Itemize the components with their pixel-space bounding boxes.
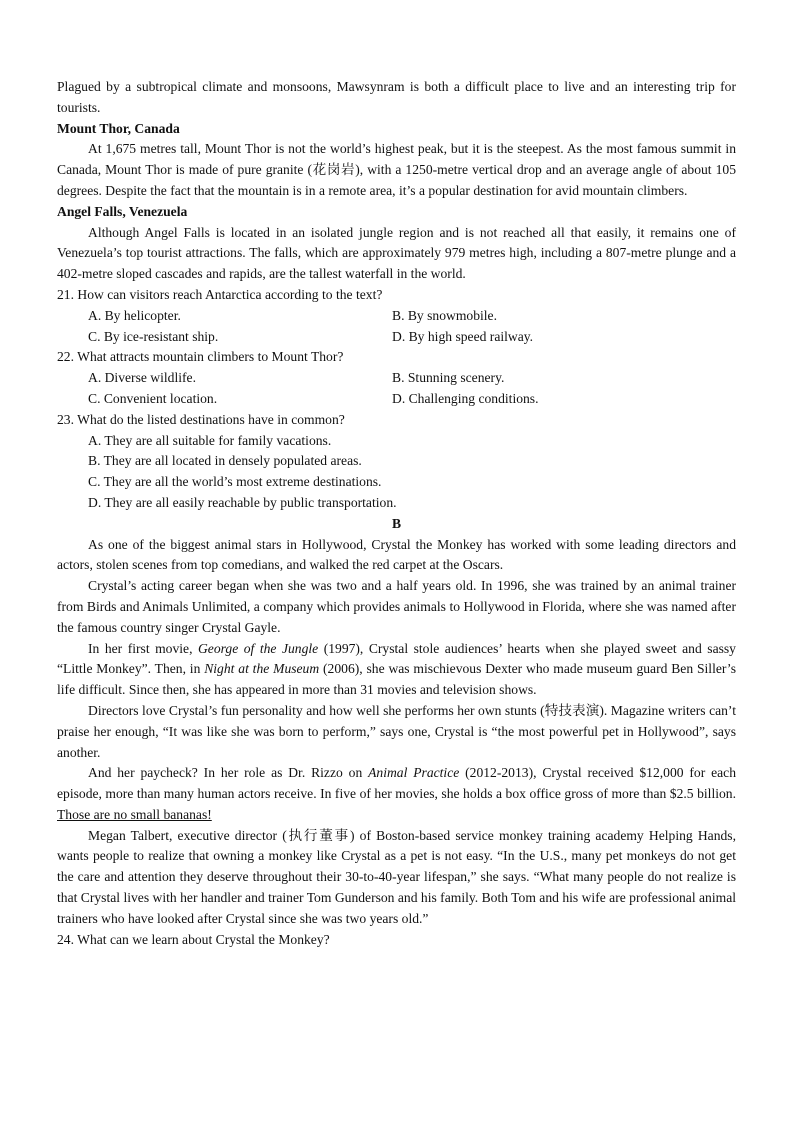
crystal-paragraph-4: Directors love Crystal’s fun personality and how well she performs her own stunts (特技表演). Magazine writers can’t praise her enough, “It was like she was born to perform,” says one, Crystal is “the most powerful pet in Hollywood”, says another. xyxy=(57,702,736,760)
mount-thor-heading: Mount Thor, Canada xyxy=(57,120,180,136)
question-21-stem: 21. How can visitors reach Antarctica according to the text? xyxy=(57,286,383,302)
q22-option-a: A. Diverse wildlife. xyxy=(88,370,196,386)
question-22-options xyxy=(57,368,736,410)
q23-option-c: C. They are all the world’s most extreme destinations. xyxy=(88,474,382,490)
p5-text-a: And her paycheck? In her role as Dr. Rizzo on xyxy=(88,765,369,781)
crystal-paragraph-1: As one of the biggest animal stars in Hollywood, Crystal the Monkey has worked with some leading directors and actors, stolen scenes from top comedians, and walked the red carpet at the Oscars. xyxy=(57,536,736,573)
angel-falls-paragraph: Although Angel Falls is located in an isolated jungle region and is not reached all that easily, it remains one of Venezuela’s top tourist attractions. The falls, which are approximately 979 metres high, including a 807-metre plunge and a 402-metre sloped cascades and rapids, are the tallest waterfall in the world. xyxy=(57,224,736,282)
p3-text-c: (2006), she was mischievous Dexter who made museum guard Ben Siller’s life difficult. Since then, she has appeared in more than 31 movies and television shows. xyxy=(57,661,736,698)
crystal-paragraph-6: Megan Talbert, executive director (执行董事) of Boston-based service monkey training academy Helping Hands, wants people to realize that owning a monkey like Crystal as a pet is not easy. “In the U.S., many pet monkeys do not get the care and attention they deserve throughout their 30-to-40-year lifespan,” she says. “What many people do not realize is that Crystal lives with her handler and trainer Tom Gunderson and his family. Both Tom and his wife are professional animal trainers who have looked after Crystal since she was two years old.” xyxy=(57,827,736,926)
p3-text-a: In her first movie, xyxy=(88,640,198,656)
q23-option-a: A. They are all suitable for family vacations. xyxy=(88,432,332,448)
crystal-paragraph-5 xyxy=(57,763,736,825)
mount-thor-paragraph: At 1,675 metres tall, Mount Thor is not the world’s highest peak, but it is the steepest. As the most famous summit in Canada, Mount Thor is made of pure granite (花岗岩), with a 1250-metre vertical drop and an average angle of about 105 degrees. Despite the fact that the mountain is in a remote area, it’s a popular destination for avid mountain climbers. xyxy=(57,141,736,198)
section-b-letter: B xyxy=(391,515,402,531)
angel-falls-heading: Angel Falls, Venezuela xyxy=(57,203,188,219)
underlined-phrase: Those are no small bananas! xyxy=(57,806,212,822)
q23-option-d: D. They are all easily reachable by public transportation. xyxy=(88,494,397,510)
q21-option-d: D. By high speed railway. xyxy=(392,328,534,344)
q21-option-b: B. By snowmobile. xyxy=(392,307,497,323)
question-23-options xyxy=(57,431,736,514)
question-21-options xyxy=(57,306,736,348)
crystal-paragraph-3 xyxy=(57,639,736,701)
exam-page xyxy=(57,77,736,950)
film-title-night-museum: Night at the Museum xyxy=(204,661,320,677)
mawsynram-paragraph-end: Plagued by a subtropical climate and monsoons, Mawsynram is both a difficult place to live and an interesting trip for tourists. xyxy=(57,79,736,115)
p5-text-b: (2012-2013), Crystal received $12,000 for each episode, more than many human actors receive. In five of her movies, she holds a box office gross of more than $2.5 billion. xyxy=(57,765,736,802)
crystal-paragraph-2: Crystal’s acting career began when she was two and a half years old. In 1996, she was trained by an animal trainer from Birds and Animals Unlimited, a company which provides animals to Hollywood in Florida, where she was named after the famous country singer Crystal Gayle. xyxy=(57,578,736,635)
show-title-animal-practice: Animal Practice xyxy=(368,765,460,781)
q22-option-d: D. Challenging conditions. xyxy=(392,390,539,406)
question-23-stem: 23. What do the listed destinations have in common? xyxy=(57,411,345,427)
q22-option-b: B. Stunning scenery. xyxy=(392,370,505,386)
p3-text-b: (1997), Crystal stole audiences’ hearts when she played sweet and sassy “Little Monkey”. Then, in xyxy=(57,640,736,677)
q22-option-c: C. Convenient location. xyxy=(88,390,218,406)
question-22-stem: 22. What attracts mountain climbers to Mount Thor? xyxy=(57,349,344,365)
q21-option-c: C. By ice-resistant ship. xyxy=(88,328,219,344)
q23-option-b: B. They are all located in densely populated areas. xyxy=(88,453,362,469)
film-title-george: George of the Jungle xyxy=(197,640,319,656)
question-24-stem: 24. What can we learn about Crystal the Monkey? xyxy=(57,931,330,947)
q21-option-a: A. By helicopter. xyxy=(88,307,181,323)
